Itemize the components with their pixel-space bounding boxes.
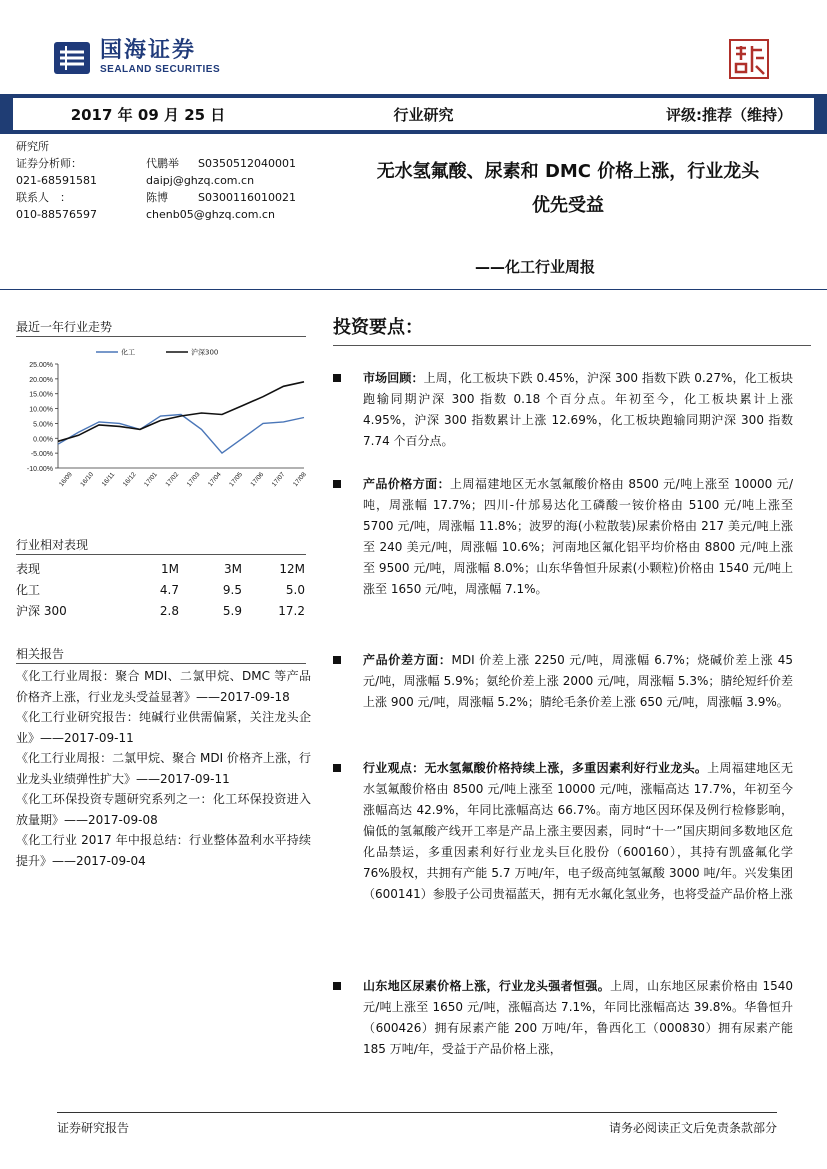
list-item xyxy=(333,976,793,1060)
related-report-link[interactable]: 《化工行业周报：聚合 MDI、二氯甲烷、DMC 等产品价格齐上涨，行业龙头受益显著》——2017-09-18 xyxy=(16,669,311,704)
x-tick-label: 17/02 xyxy=(164,471,181,489)
x-tick-label: 17/07 xyxy=(270,471,287,489)
bullet-label: 产品价差方面： xyxy=(363,653,452,667)
bullet-square-icon xyxy=(333,764,341,772)
x-tick-label: 16/10 xyxy=(79,471,96,489)
bullet-label: 行业观点：无水氢氟酸价格持续上涨，多重因素利好行业龙头。 xyxy=(363,761,708,775)
related-report-link[interactable]: 《化工行业周报：二氯甲烷、聚合 MDI 价格齐上涨，行业龙头业绩弹性扩大》——2017-09-11 xyxy=(16,751,311,786)
list-item xyxy=(333,650,793,713)
bullet-square-icon xyxy=(333,982,341,990)
x-tick-label: 17/06 xyxy=(249,471,266,489)
bullet-square-icon xyxy=(333,374,341,382)
brand-name-en: SEALAND SECURITIES xyxy=(100,64,221,75)
header-divider xyxy=(0,289,827,290)
bullet-label: 产品价格方面： xyxy=(363,477,451,491)
footer-divider xyxy=(57,1112,777,1113)
trend-divider xyxy=(16,336,306,337)
research-seal-icon xyxy=(728,38,770,80)
analyst-name: 代鹏举 xyxy=(146,157,179,170)
x-tick-label: 17/03 xyxy=(185,471,202,489)
contact-email[interactable]: chenb05@ghzq.com.cn xyxy=(146,208,275,221)
legend-label: 化工 xyxy=(121,348,135,357)
legend-label: 沪深300 xyxy=(191,348,219,357)
bullet-text: 上周福建地区无水氢氟酸价格由 8500 元/吨上涨至 10000 元/吨，涨幅高达 17.7%，年初至今涨幅高达 42.9%，年同比涨幅高达 66.7%。南方地区因环保及例行检修影响，偏低的氢氟酸产线开工率是产品上涨主要因素，同时“十一”国庆期间多数地区危化品禁运，多重因素利好行业龙头巨化股份（600160），其持有凯盛氟化学 76%股权，共拥有产能 5.7 万吨/年，电子级高纯氢氟酸 3000 吨/年。兴发集团（600141）参股子公司贵福蓝天，拥有无水氟化氢业务，也将受益产品价格上涨 xyxy=(363,761,793,901)
y-tick-label: 0.00% xyxy=(33,436,53,444)
reports-heading: 相关报告 xyxy=(16,647,65,661)
bullet-text: MDI 价差上涨 2250 元/吨，周涨幅 6.7%；烧碱价差上涨 45 元/吨，周涨幅 5.9%；氨纶价差上涨 2000 元/吨，周涨幅 5.3%；腈纶短纤价差上涨 900 元/吨，周涨幅 5.2%；腈纶毛条价差上涨 650 元/吨，周涨幅 3.9%。 xyxy=(363,653,793,709)
bullet-square-icon xyxy=(333,480,341,488)
perf-heading: 行业相对表现 xyxy=(16,538,89,552)
footer-left: 证券研究报告 xyxy=(57,1121,130,1135)
related-reports xyxy=(16,666,311,871)
x-tick-label: 16/11 xyxy=(100,471,117,488)
bullet-text: 上周，山东地区尿素价格由 1540 元/吨上涨至 1650 元/吨，涨幅高达 7.1%，年同比涨幅高达 39.8%。华鲁恒升（600426）拥有尿素产能 200 万吨/年，鲁西化工（000830）拥有尿素产能 185 万吨/年，受益于产品价格上涨， xyxy=(363,979,793,1056)
perf-divider xyxy=(16,554,306,555)
x-tick-label: 17/04 xyxy=(206,471,223,489)
contact-phone: 010-88576597 xyxy=(16,208,97,221)
report-title xyxy=(333,155,803,223)
report-type: 行业研究 xyxy=(393,105,454,124)
perf-cell: 5.0 xyxy=(285,582,305,597)
invest-divider xyxy=(333,345,811,346)
perf-cell: 5.9 xyxy=(222,603,242,618)
contact-name: 陈博 xyxy=(146,191,168,204)
brand-name-cn: 国海证券 xyxy=(100,38,197,63)
list-item xyxy=(333,758,793,905)
x-tick-label: 16/09 xyxy=(58,471,74,489)
related-report-link[interactable]: 《化工环保投资专题研究系列之一：化工环保投资进入放量期》——2017-09-08 xyxy=(16,792,311,827)
y-tick-label: 5.00% xyxy=(33,421,53,429)
contact-id: S0300116010021 xyxy=(198,191,296,204)
analyst-email[interactable]: daipj@ghzq.com.cn xyxy=(146,174,255,187)
bullet-label: 山东地区尿素价格上涨，行业龙头强者恒强。 xyxy=(363,979,611,993)
report-subtitle: ——化工行业周报 xyxy=(475,258,596,276)
x-tick-label: 16/12 xyxy=(121,471,138,489)
department: 研究所 xyxy=(16,140,49,153)
perf-col-1m: 1M xyxy=(161,561,179,576)
analyst-label: 证券分析师： xyxy=(16,157,82,170)
x-tick-label: 17/05 xyxy=(228,471,245,489)
footer-disclaimer: 请务必阅读正文后免责条款部分 xyxy=(608,1121,777,1135)
analyst-id: S0350512040001 xyxy=(198,157,296,170)
perf-header-row xyxy=(16,558,306,579)
bullet-label: 市场回顾： xyxy=(363,371,424,385)
y-tick-label: -10.00% xyxy=(26,466,53,473)
perf-col-12m: 12M xyxy=(279,561,305,576)
report-date: 2017 年 09 月 25 日 xyxy=(70,105,226,124)
industry-trend-chart xyxy=(14,344,314,492)
perf-row-label: 沪深 300 xyxy=(16,604,67,618)
related-report-link[interactable]: 《化工行业 2017 年中报总结：行业整体盈利水平持续提升》——2017-09-04 xyxy=(16,833,311,868)
series-line-0 xyxy=(58,415,304,454)
y-tick-label: 20.00% xyxy=(29,376,53,384)
perf-cell: 4.7 xyxy=(159,582,179,597)
brand-logo xyxy=(52,38,220,78)
title-line-1: 无水氢氟酸、尿素和 DMC 价格上涨，行业龙头 xyxy=(376,161,760,182)
series-line-1 xyxy=(58,382,304,442)
y-tick-label: 15.00% xyxy=(29,391,53,399)
table-row xyxy=(16,579,306,600)
perf-cell: 9.5 xyxy=(222,582,242,597)
bullet-text: 上周，化工板块下跌 0.45%，沪深 300 指数下跌 0.27%，化工板块跑输同期沪深 300 指数 0.18 个百分点。年初至今，化工板块累计上涨 4.95%，沪深 300 指数累计上涨 12.69%，化工板块跑输同期沪深 300 指数 7.74 个百分点。 xyxy=(363,371,793,448)
perf-col-3m: 3M xyxy=(224,561,242,576)
bullet-text: 上周福建地区无水氢氟酸价格由 8500 元/吨上涨至 10000 元/吨，周涨幅 17.7%；四川-什邡易达化工磷酸一铵价格由 5100 元/吨上涨至 5700 元/吨，周涨幅 11.8%；波罗的海(小粒散装)尿素价格由 217 美元/吨上涨至 240 美元/吨，周涨幅 10.6%；河南地区氟化铝平均价格由 8800 元/吨上涨至 9500 元/吨，周涨幅 8.0%；山东华鲁恒升尿素(小颗粒)价格由 1540 元/吨上涨至 1650 元/吨，周涨幅 7.1%。 xyxy=(363,477,793,596)
perf-table xyxy=(16,558,306,621)
header-bar xyxy=(13,97,814,131)
invest-heading: 投资要点： xyxy=(333,317,423,338)
y-tick-label: -5.00% xyxy=(30,451,53,459)
related-report-link[interactable]: 《化工行业研究报告：纯碱行业供需偏紧，关注龙头企业》——2017-09-11 xyxy=(16,710,311,745)
list-item xyxy=(333,368,793,452)
sealand-logo-icon xyxy=(52,38,92,78)
perf-cell: 2.8 xyxy=(159,603,179,618)
table-row xyxy=(16,600,306,621)
perf-row-label: 化工 xyxy=(16,583,41,597)
perf-col-label: 表现 xyxy=(16,562,41,576)
y-tick-label: 25.00% xyxy=(29,362,53,369)
y-tick-label: 10.00% xyxy=(29,406,53,414)
perf-cell: 17.2 xyxy=(278,603,305,618)
list-item xyxy=(333,474,793,600)
title-line-2: 优先受益 xyxy=(532,195,604,216)
contact-label: 联系人 ： xyxy=(16,191,71,204)
trend-heading: 最近一年行业走势 xyxy=(16,320,113,334)
bullet-square-icon xyxy=(333,656,341,664)
reports-divider xyxy=(16,663,306,664)
x-tick-label: 17/01 xyxy=(143,471,159,489)
analyst-phone: 021-68591581 xyxy=(16,174,97,187)
x-tick-label: 17/08 xyxy=(292,471,308,489)
analyst-info xyxy=(16,138,328,223)
report-rating: 评级:推荐（维持） xyxy=(666,105,792,124)
